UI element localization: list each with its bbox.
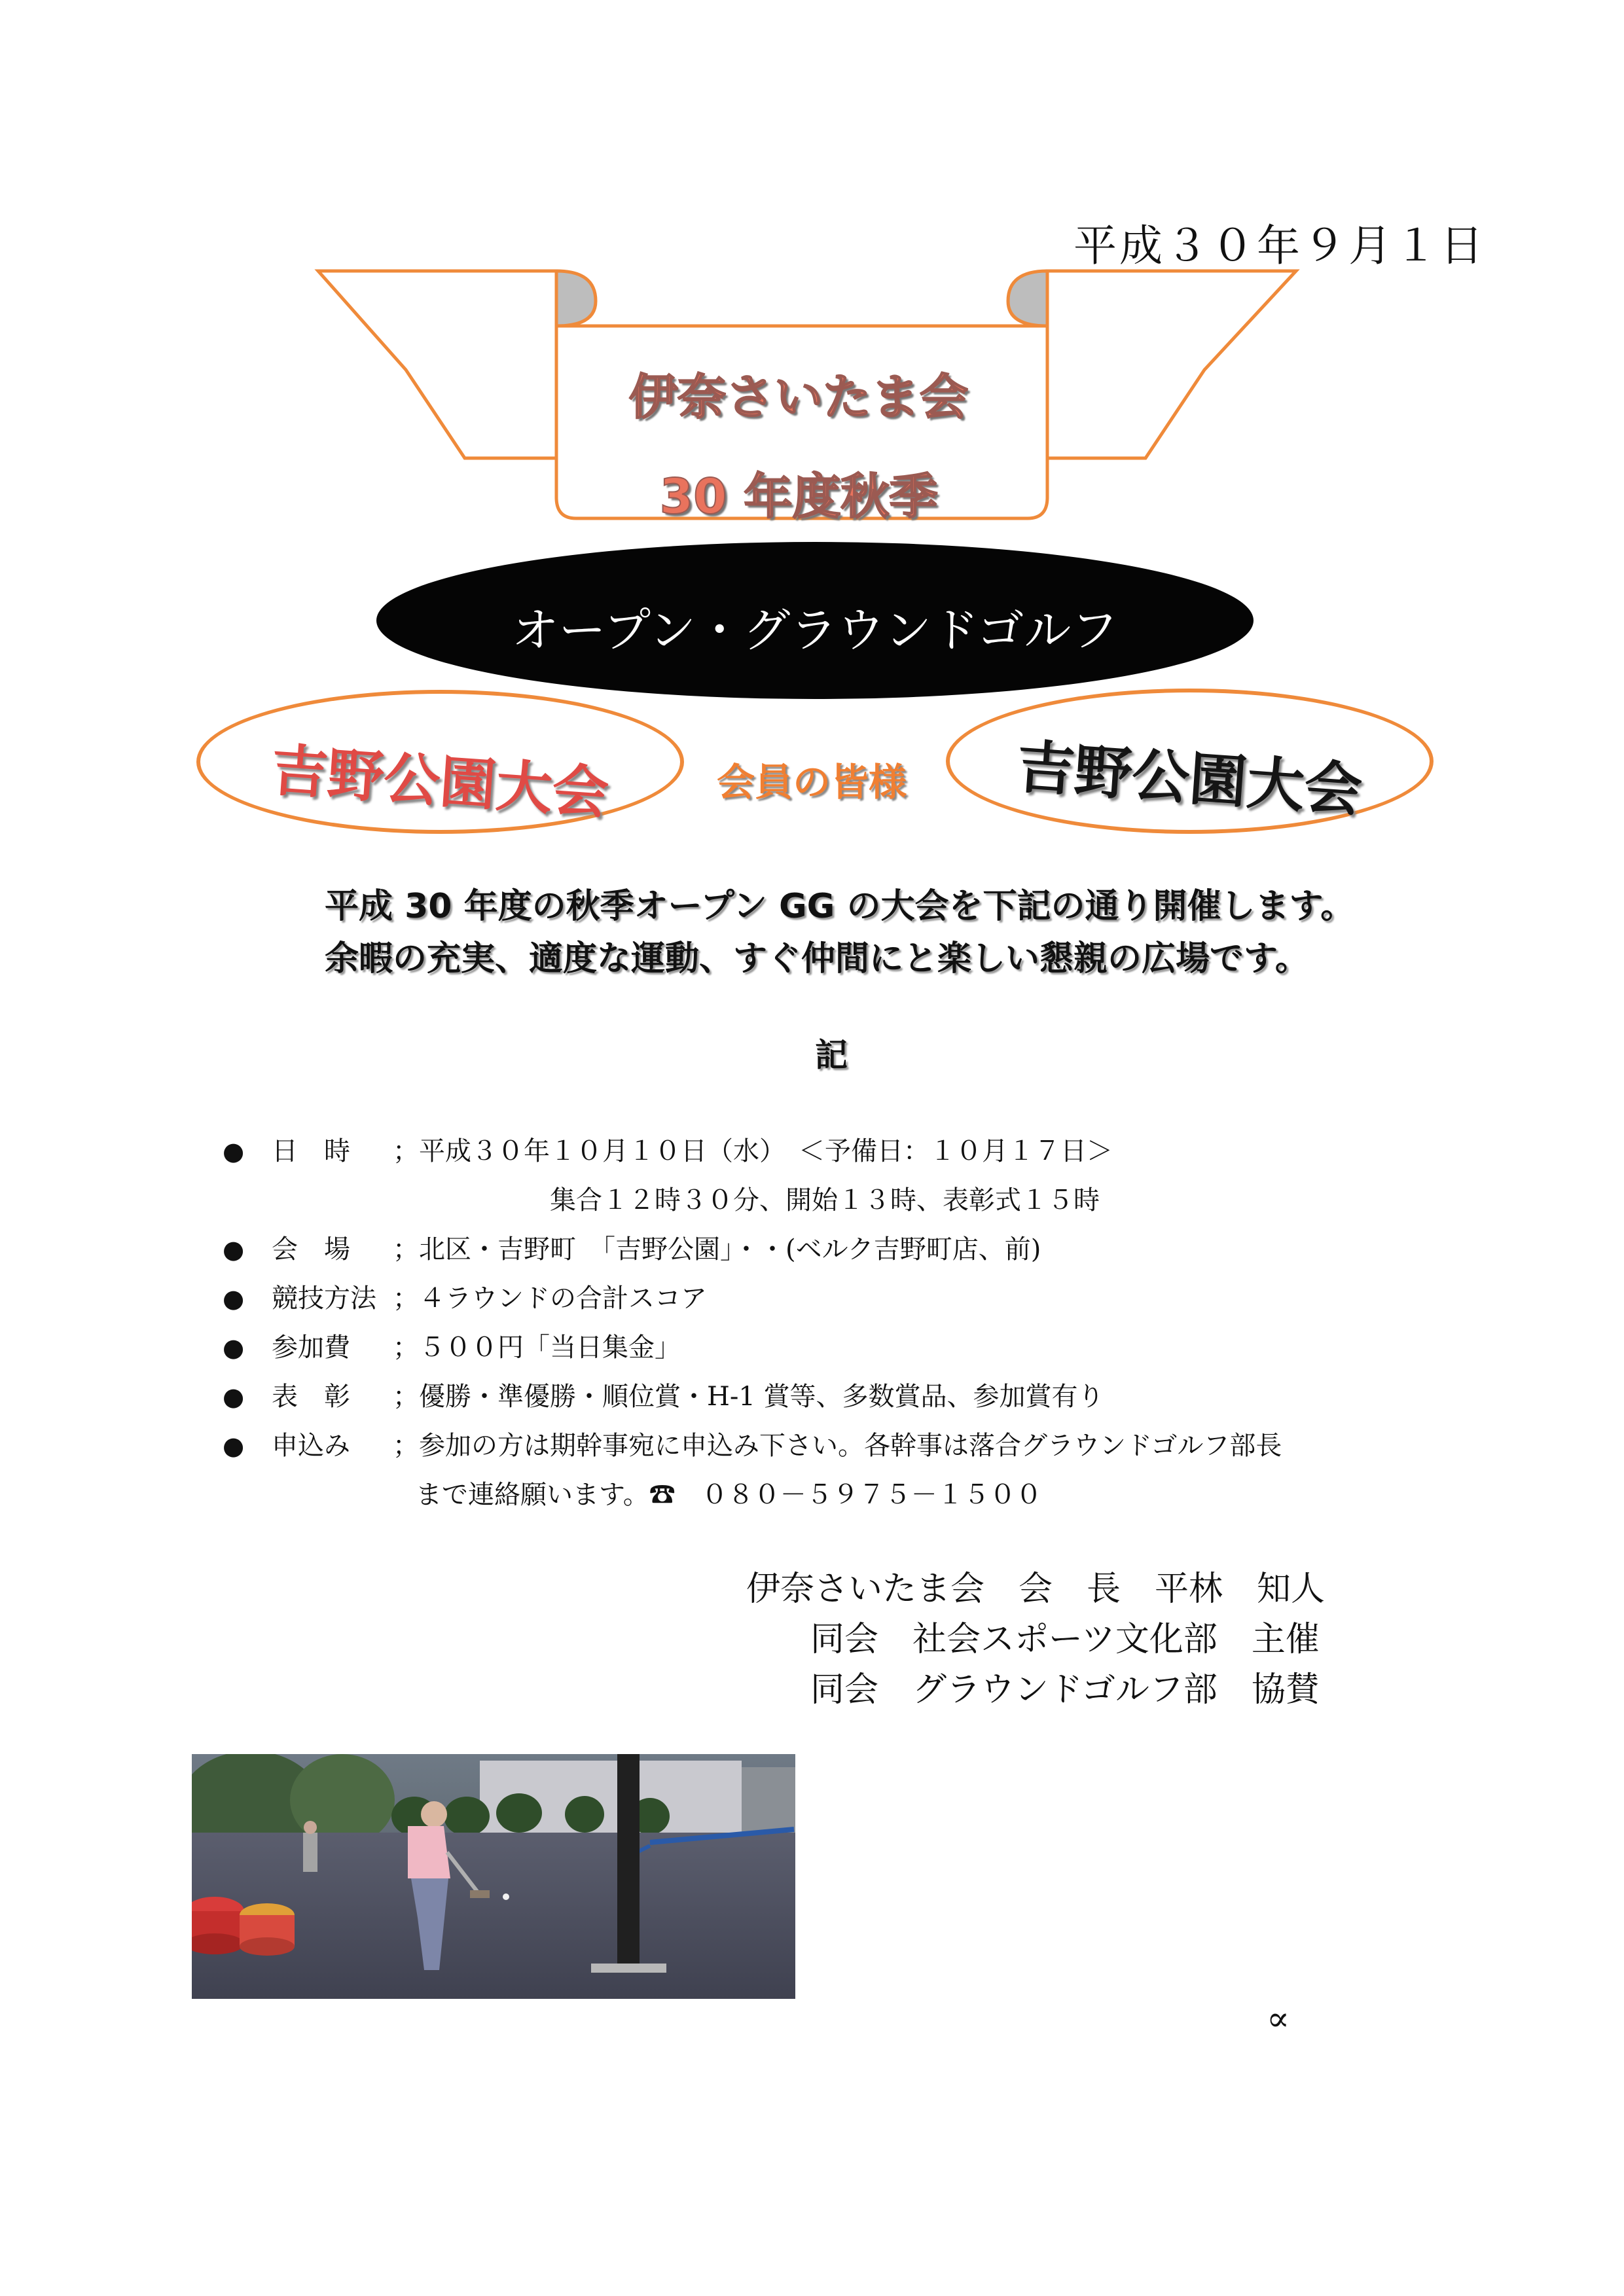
ribbon-left-tail xyxy=(318,271,556,458)
signature-line-2: 同会 社会スポーツ文化部 主催 xyxy=(810,1620,1320,1659)
ki-heading: 記 xyxy=(815,1036,848,1074)
document-date: 平成３０年９月１日 xyxy=(1074,221,1486,271)
detail-method xyxy=(223,1274,1466,1323)
detail-label: 会 場 xyxy=(272,1234,350,1265)
bullet: ● xyxy=(223,1137,245,1166)
details-list xyxy=(223,1127,1466,1520)
detail-label: 申込み xyxy=(272,1431,350,1461)
intro-line-2: 余暇の充実、適度な運動、すぐ仲間にと楽しい懇親の広場です。 xyxy=(325,939,1309,978)
detail-value: 集合１２時３０分、開始１３時、表彰式１５時 xyxy=(550,1185,1100,1215)
detail-label: 参加費 xyxy=(272,1333,350,1363)
detail-value: ；優勝・準優勝・順位賞・H-1 賞等、多数賞品、参加賞有り xyxy=(393,1382,1104,1412)
detail-date-continued xyxy=(223,1176,1466,1225)
end-mark: ∝ xyxy=(1267,2000,1290,2039)
detail-value: ；４ラウンドの合計スコア xyxy=(393,1283,707,1314)
bullet: ● xyxy=(223,1235,245,1264)
signature-line-3: 同会 グラウンドゴルフ部 協賛 xyxy=(810,1670,1320,1710)
bullet: ● xyxy=(223,1333,245,1362)
intro-line-1: 平成 30 年度の秋季オープン GG の大会を下記の通り開催します。 xyxy=(325,887,1355,926)
detail-label: 表 彰 xyxy=(272,1382,350,1412)
ribbon-right-tail xyxy=(1047,271,1296,458)
detail-label: 競技方法 xyxy=(272,1283,376,1314)
detail-date xyxy=(223,1127,1466,1176)
detail-apply xyxy=(223,1422,1466,1471)
detail-value: まで連絡願います。☎ ０８０－５９７５－１５００ xyxy=(416,1480,1042,1510)
detail-value: ；平成３０年１０月１０日（水） ＜予備日：１０月１７日＞ xyxy=(393,1136,1113,1166)
detail-value: ；北区・吉野町 「吉野公園」・・(ベルク吉野町店、前) xyxy=(393,1234,1041,1265)
right-oval-title: 吉野公園大会 xyxy=(1015,732,1365,825)
members-greeting: 会員の皆様 xyxy=(716,760,907,804)
signature-line-1: 伊奈さいたま会 会 長 平林 知人 xyxy=(746,1570,1326,1609)
banner-subtitle: 30 年度秋季 xyxy=(659,469,938,525)
detail-apply-continued xyxy=(223,1471,1466,1520)
ground-golf-photo xyxy=(192,1754,795,1999)
detail-award xyxy=(223,1372,1466,1422)
bullet: ● xyxy=(223,1431,245,1460)
detail-label: 日 時 xyxy=(272,1136,350,1166)
event-name: オープン・グラウンドゴルフ xyxy=(511,603,1119,658)
ribbon-left-fold xyxy=(556,271,596,326)
detail-value: ；５００円「当日集金」 xyxy=(393,1333,681,1363)
detail-fee xyxy=(223,1323,1466,1372)
ribbon-right-fold xyxy=(1008,271,1047,326)
bullet: ● xyxy=(223,1382,245,1411)
bullet: ● xyxy=(223,1284,245,1313)
detail-venue xyxy=(223,1225,1466,1274)
banner-title: 伊奈さいたま会 xyxy=(629,369,968,425)
left-oval-title: 吉野公園大会 xyxy=(269,737,611,827)
detail-value: ；参加の方は期幹事宛に申込み下さい。各幹事は落合グラウンドゴルフ部長 xyxy=(393,1431,1282,1461)
